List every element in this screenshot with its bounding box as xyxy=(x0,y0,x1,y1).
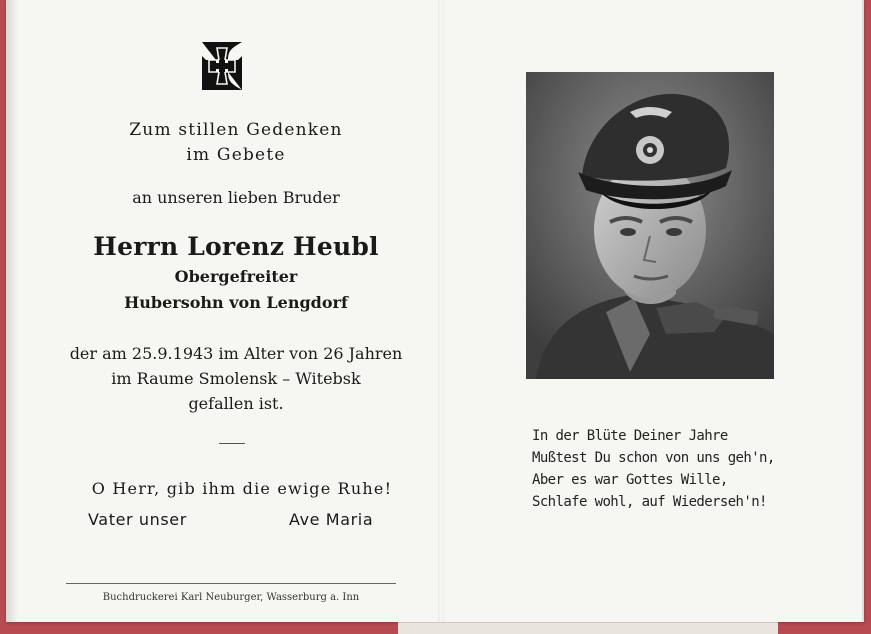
deceased-name: Herrn Lorenz Heubl xyxy=(93,232,379,261)
prayer-vater-unser: Vater unser xyxy=(88,510,187,529)
memorial-card xyxy=(6,0,864,622)
origin-line: Hubersohn von Lengdorf xyxy=(124,293,348,312)
soldier-portrait xyxy=(526,72,774,379)
underlying-card-edge xyxy=(398,622,778,634)
dedication-line: an unseren lieben Bruder xyxy=(132,188,340,207)
prayer-ave-maria: Ave Maria xyxy=(289,510,374,529)
printer-credit: Buchdruckerei Karl Neuburger, Wasserburg a. Inn xyxy=(102,592,360,603)
prayer-line: O Herr, gib ihm die ewige Ruhe! xyxy=(91,479,393,498)
military-rank: Obergefreiter xyxy=(174,267,298,286)
verse-line-1: In der Blüte Deiner Jahre xyxy=(532,428,728,444)
death-date-line: der am 25.9.1943 im Alter von 26 Jahren xyxy=(69,344,403,363)
heading-line-2: im Gebete xyxy=(186,145,286,165)
heading-line-1: Zum stillen Gedenken xyxy=(129,120,343,140)
verse-line-2: Mußtest Du schon von uns geh'n, xyxy=(532,450,775,466)
verse-line-3: Aber es war Gottes Wille, xyxy=(532,472,728,488)
verse-line-4: Schlafe wohl, auf Wiederseh'n! xyxy=(532,494,767,510)
death-place-line: im Raume Smolensk – Witebsk xyxy=(111,369,361,388)
card-fold xyxy=(438,0,444,622)
separator-dash xyxy=(219,443,245,444)
fallen-line: gefallen ist. xyxy=(188,394,284,413)
printer-rule xyxy=(66,583,396,584)
iron-cross-icon xyxy=(198,38,246,94)
card-edge xyxy=(6,0,18,622)
